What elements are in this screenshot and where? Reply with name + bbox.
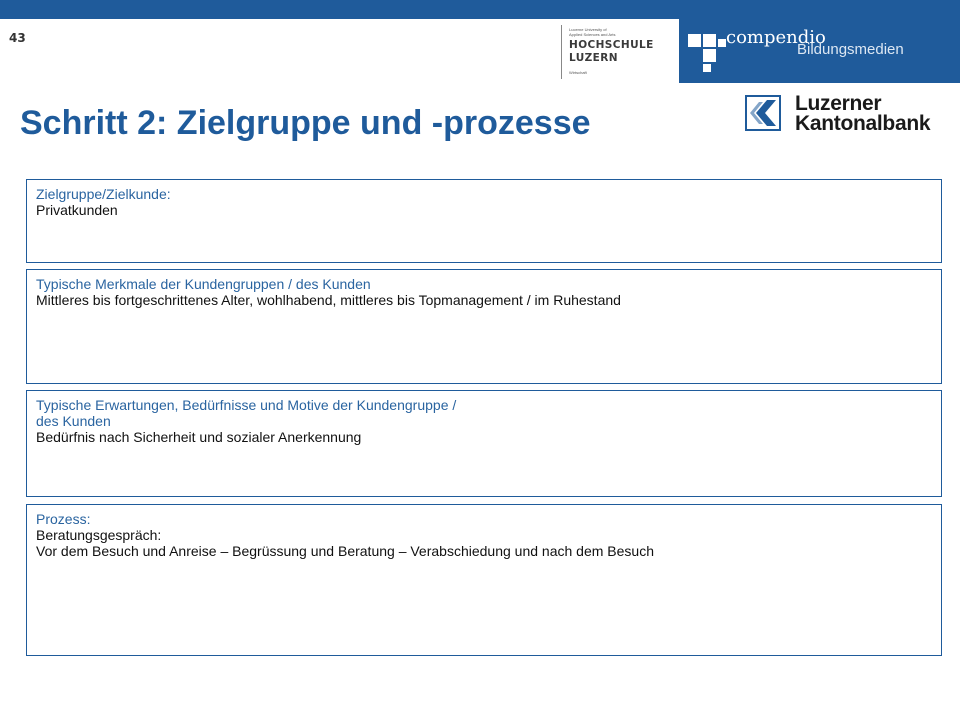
hslu-logo-department: Wirtschaft (569, 70, 587, 75)
compendio-icon (688, 34, 728, 74)
characteristics-value: Mittleres bis fortgeschrittenes Alter, wohlhabend, mittleres bis Topmanagement / im Ruhestand (36, 292, 621, 308)
slide-title: Schritt 2: Zielgruppe und -prozesse (20, 104, 591, 142)
expectations-value: Bedürfnis nach Sicherheit und sozialer Anerkennung (36, 429, 362, 445)
logo-divider (561, 25, 562, 79)
lukb-name-line1: Luzerner (795, 92, 882, 115)
hslu-logo-name-line1: HOCHSCHULE (569, 39, 654, 51)
lukb-logo (745, 93, 937, 137)
top-bar (0, 0, 960, 19)
hslu-logo-name-line2: LUZERN (569, 52, 618, 64)
target-group-value: Privatkunden (36, 202, 118, 218)
compendio-subtitle: Bildungsmedien (797, 41, 904, 58)
process-label: Prozess: (36, 511, 91, 527)
target-group-label: Zielgruppe/Zielkunde: (36, 186, 171, 202)
expectations-label-line2: des Kunden (36, 413, 111, 429)
process-box (26, 504, 942, 656)
characteristics-box (26, 269, 942, 384)
compendio-logo (679, 19, 960, 83)
hslu-logo (553, 19, 675, 83)
compendio-name: compendio (726, 27, 826, 48)
characteristics-label: Typische Merkmale der Kundengruppen / des Kunden (36, 276, 371, 292)
lukb-chevron-icon (745, 95, 781, 131)
hslu-logo-line1: Lucerne University of (569, 27, 607, 32)
expectations-box (26, 390, 942, 497)
target-group-box (26, 179, 942, 263)
lukb-name-line2: Kantonalbank (795, 112, 931, 135)
process-value-line1: Beratungsgespräch: (36, 527, 162, 543)
process-value-line2: Vor dem Besuch und Anreise – Begrüssung und Beratung – Verabschiedung und nach dem Besuch (36, 543, 654, 559)
page-number: 43 (9, 31, 26, 45)
expectations-label-line1: Typische Erwartungen, Bedürfnisse und Motive der Kundengruppe / (36, 397, 457, 413)
hslu-logo-line2: Applied Sciences and Arts (569, 32, 616, 37)
